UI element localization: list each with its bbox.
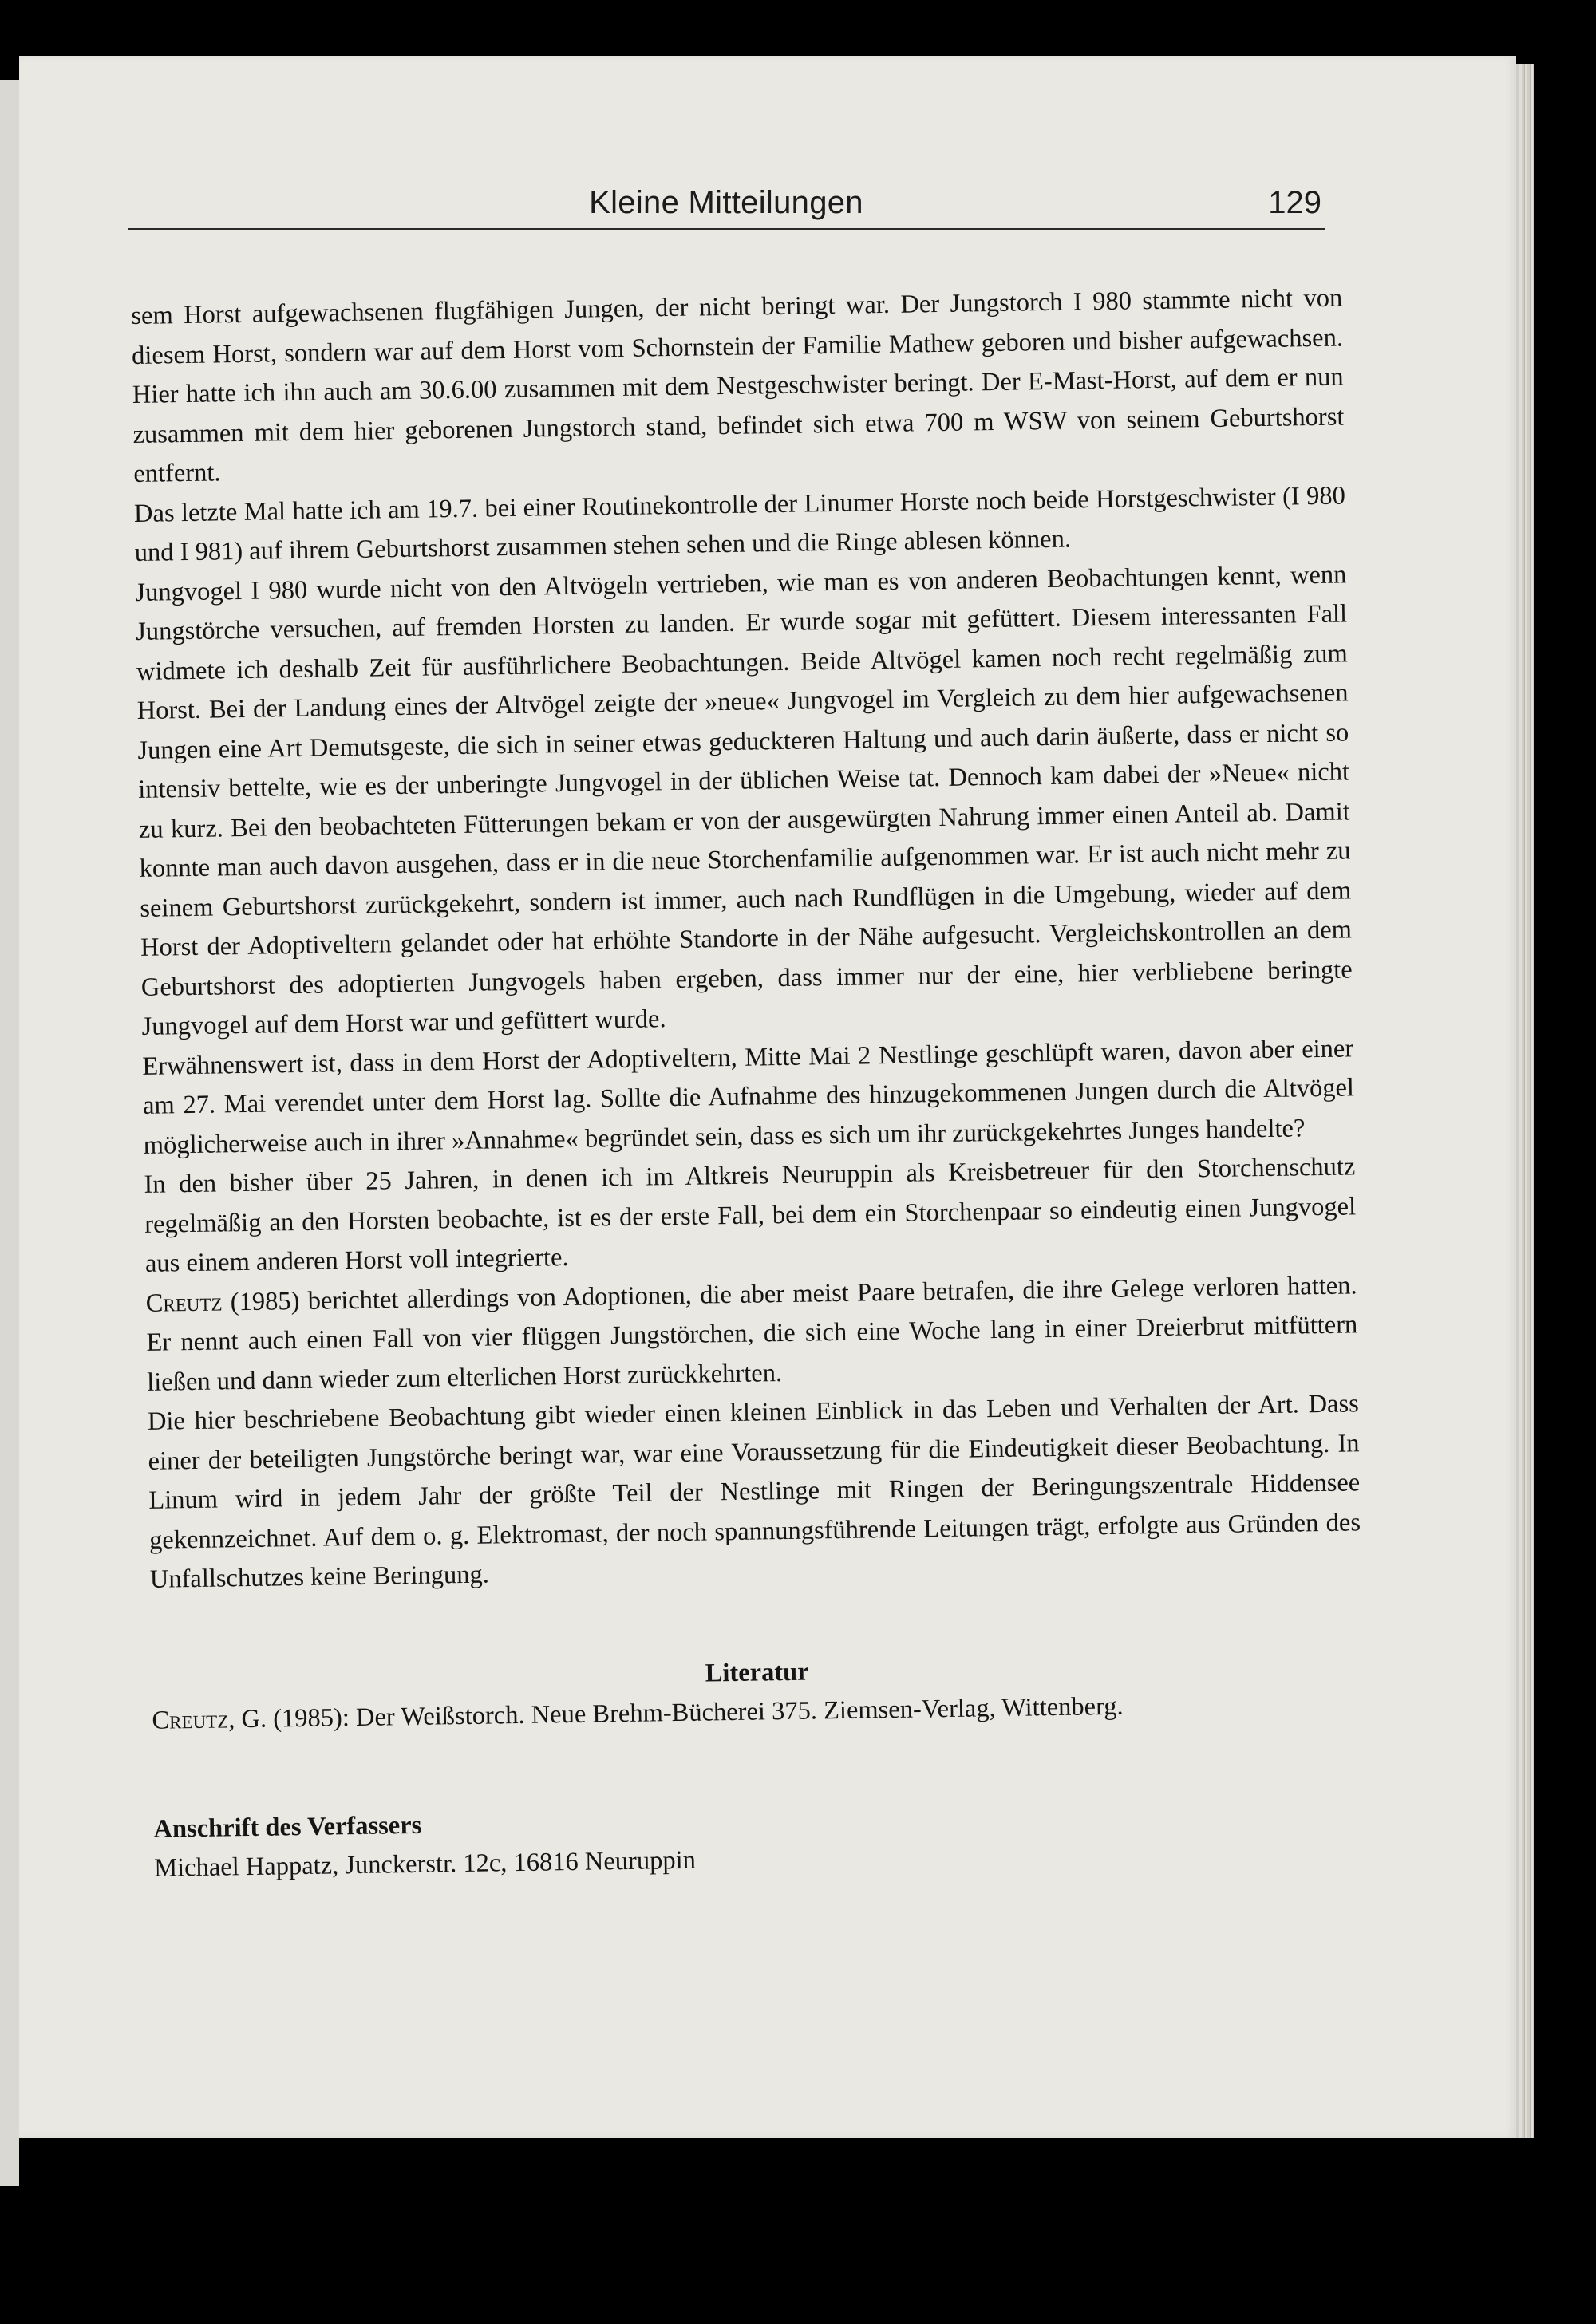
running-head: Kleine Mitteilungen (589, 185, 863, 220)
author-address: Michael Happatz, Junckerstr. 12c, 16816 Neuruppin (153, 1845, 697, 1883)
paragraph: Jungvogel I 980 wurde nicht von den Altvögeln vertrieben, wie man es von anderen Beobachtungen kennt, wenn Jungstörche versuchen, auf fremden Horsten zu landen. Er wurde sogar mit gefüttert. Diesem interessanten Fall widmete ich deshalb Zeit für ausführlichere Beobachtungen. Beide Altvögel kamen noch recht regelmäßig zum Horst. Bei der Landung eines der Altvögel zeigte der »neue« Jungvogel im Vergleich zu dem hier aufgewachsenen Jungen eine Art Demutsgeste, die sich in seiner etwas geduckteren Haltung und auch darin äußerte, dass er nicht so intensiv bettelte, wie es der unberingte Jungvogel in der üblichen Weise tat. Dennoch kam dabei der »Neue« nicht zu kurz. Bei den beobachteten Fütterungen bekam er von der ausgewürgten Nahrung immer einen Anteil ab. Damit konnte man auch davon ausgehen, dass er in die neue Storchenfamilie aufgenommen war. Er ist auch nicht mehr zu seinem Geburtshorst zurückgekehrt, sondern ist immer, auch nach Rundflügen in die Umgebung, wieder auf dem Horst der Adoptiveltern gelandet oder hat erhöhte Standorte in der Nähe aufgesucht. Vergleichskontrollen an dem Geburtshorst des adoptierten Jungvogels haben ergeben, dass immer nur der eine, hier verbliebene beringte Jungvogel auf dem Horst war und gefüttert wurde. (135, 559, 1353, 1041)
paragraph: Das letzte Mal hatte ich am 19.7. bei einer Routinekontrolle der Linumer Horste noch beide Horstgeschwister (I 980 und I 981) auf ihrem Geburtshorst zusammen stehen sehen und die Ringe ablesen können. (133, 480, 1346, 567)
paragraph: Die hier beschriebene Beobachtung gibt wieder einen kleinen Einblick in das Leben und Verhalten der Art. Dass einer der beteiligten Jungstörche beringt war, war eine Voraussetzung für die Eindeutigkeit dieser Beobachtung. In Linum wird in jedem Jahr der größte Teil der Nestlinge mit Ringen der Beringungszentrale Hiddensee gekennzeichnet. Auf dem o. g. Elektromast, der noch spannungsführende Leitungen trägt, erfolgte aus Gründen des Unfallschutzes keine Beringung. (147, 1389, 1361, 1594)
literature-author: Creutz (152, 1705, 229, 1735)
page-number: 129 (1268, 185, 1321, 220)
paragraph: In den bisher über 25 Jahren, in denen ich im Altkreis Neuruppin als Kreisbetreuer für den Storchenschutz regelmäßig an den Horsten beobachte, ist es der erste Fall, bei dem ein Storchenpaar so eindeutig einen Jungvogel aus einem anderen Horst voll integrierte. (144, 1152, 1357, 1278)
address-heading: Anschrift des Verfassers (153, 1810, 422, 1844)
paragraph: sem Horst aufgewachsenen flugfähigen Jungen, der nicht beringt war. Der Jungstorch I 980 stammte nicht von diesem Horst, sondern war auf dem Horst vom Schornstein der Familie Mathew geboren und bisher aufgewachsen. Hier hatte ich ihn auch am 30.6.00 zusammen mit dem Nestgeschwister beringt. Der E-Mast-Horst, auf dem er nun zusammen mit dem hier geborenen Jungstorch stand, befindet sich etwa 700 m WSW von seinem Geburtshorst entfernt. (131, 283, 1345, 488)
literature-reference: , G. (1985): Der Weißstorch. Neue Brehm-Bücherei 375. Ziemsen-Verlag, Wittenberg. (227, 1691, 1124, 1734)
paragraph: Erwähnenswert ist, dass in dem Horst der Adoptiveltern, Mitte Mai 2 Nestlinge geschlüpft waren, davon aber einer am 27. Mai verendet unter dem Horst lag. Sollte die Aufnahme des hinzugekommenen Jungen durch die Altvögel möglicherweise auch in ihrer »Annahme« begründet sein, dass es sich um ihr zurückgekehrtes Junges handelte? (142, 1033, 1355, 1160)
left-page-edge (0, 80, 19, 2186)
page-stack-edge (1516, 64, 1534, 2138)
literature-heading: Literatur (705, 1657, 809, 1688)
author-citation: Creutz (145, 1287, 223, 1318)
article-body (131, 278, 1365, 1888)
paragraph-text: (1985) berichtet allerdings von Adoptionen, die aber meist Paare betrafen, die ihre Gelege verloren hatten. Er nennt auch einen Fall von vier flüggen Jungstörchen, die sich eine Woche lang in einer Dreierbrut mitfüttern ließen und dann wieder zum elterlichen Horst zurückkehrten. (146, 1270, 1358, 1397)
page-header (128, 185, 1325, 230)
paragraph (145, 1266, 1358, 1403)
